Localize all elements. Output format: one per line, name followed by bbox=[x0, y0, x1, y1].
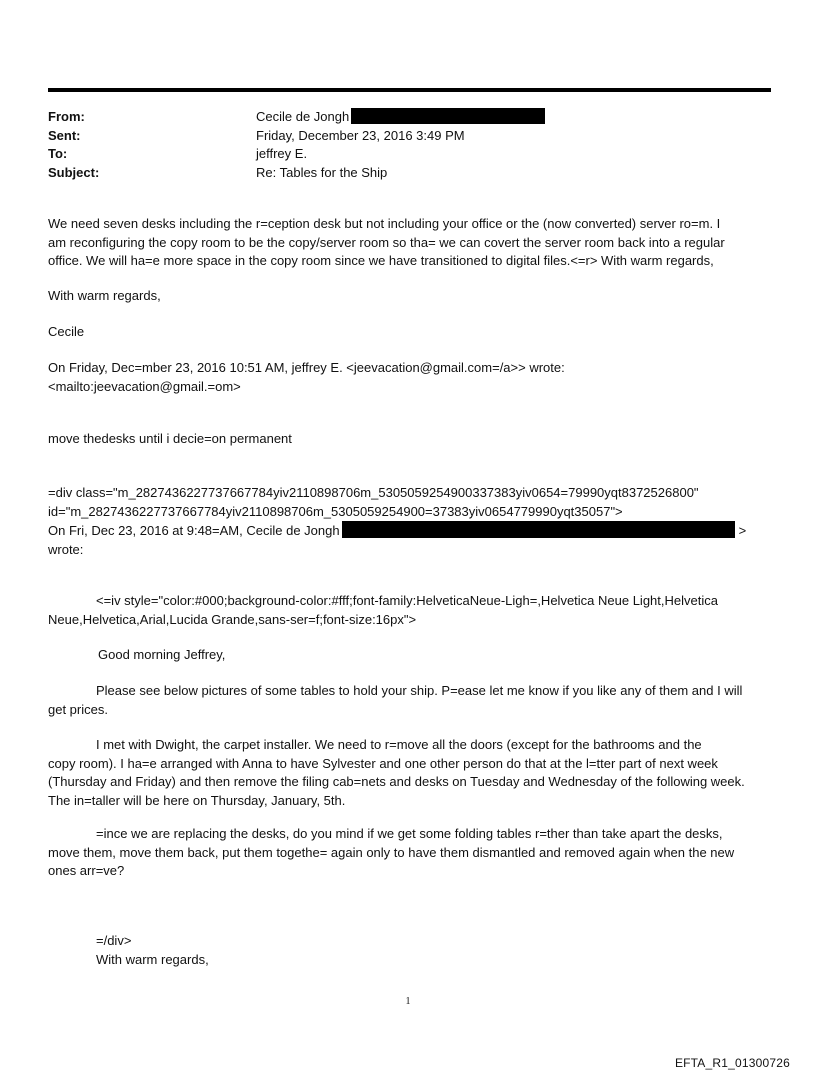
redaction-box bbox=[342, 521, 735, 538]
text-line: ones arr=ve? bbox=[48, 863, 125, 878]
div-markup bbox=[48, 484, 774, 559]
text-line: wrote: bbox=[48, 541, 84, 557]
header-rule bbox=[48, 88, 771, 92]
subject-value: Re: Tables for the Ship bbox=[256, 164, 388, 180]
text-line: On Friday, Dec=mber 23, 2016 10:51 AM, jeffrey E. <jeevacation@gmail.com=/a>> wrote: bbox=[48, 360, 565, 375]
sent-value: Friday, December 23, 2016 3:49 PM bbox=[256, 127, 465, 143]
text-line: With warm regards, bbox=[96, 951, 209, 967]
quote-header-2-text: On Fri, Dec 23, 2016 at 9:48=AM, Cecile de Jongh bbox=[48, 523, 340, 538]
sent-row bbox=[48, 127, 771, 146]
bates-number: EFTA_R1_01300726 bbox=[674, 1056, 790, 1070]
text-line: I met with Dwight, the carpet installer. We need to r=move all the doors (except for the bathrooms and the bbox=[96, 737, 702, 752]
signature bbox=[48, 323, 774, 342]
quote-header-1 bbox=[48, 359, 774, 396]
closing-text: With warm regards, bbox=[48, 288, 161, 303]
text-line: move them, move them back, put them togethe= again only to have them dismantled and removed again when the new bbox=[48, 844, 735, 860]
text-line: <mailto:jeevacation@gmail.=om> bbox=[48, 378, 241, 394]
end-markup bbox=[96, 932, 816, 969]
text-line: =/div> bbox=[96, 933, 132, 948]
style-markup bbox=[48, 592, 774, 629]
text-line: office. We will ha=e more space in the copy room since we have transitioned to digital files.<=r> With warm regards, bbox=[48, 253, 714, 268]
text-line: get prices. bbox=[48, 701, 108, 717]
greeting-text: Good morning Jeffrey, bbox=[98, 647, 226, 662]
from-name: Cecile de Jongh bbox=[256, 109, 350, 124]
to-label: To: bbox=[48, 146, 68, 161]
text-line: move thedesks until i decie=on permanent bbox=[48, 431, 292, 446]
quote-body-1 bbox=[48, 430, 774, 449]
sent-label: Sent: bbox=[48, 127, 81, 143]
paragraph-tables bbox=[48, 825, 774, 881]
email-header bbox=[48, 108, 771, 182]
text-line: <=iv style="color:#000;background-color:#fff;font-family:HelveticaNeue-Ligh=,Helvetica Neue Light,Helvetica bbox=[96, 593, 718, 608]
from-row bbox=[48, 108, 771, 127]
text-line: am reconfiguring the copy room to be the copy/server room so tha= we can covert the server room back into a regular bbox=[48, 234, 725, 250]
text-line: The in=taller will be here on Thursday, January, 5th. bbox=[48, 792, 346, 808]
text-line: We need seven desks including the r=ception desk but not including your office or the (now converted) server ro=m. I bbox=[48, 216, 721, 231]
page-number: 1 bbox=[405, 996, 411, 1007]
to-row bbox=[48, 145, 771, 164]
from-label: From: bbox=[48, 109, 85, 124]
text-line: copy room). I ha=e arranged with Anna to have Sylvester and one other person do that at the l=tter part of next week bbox=[48, 755, 718, 771]
paragraph-pictures bbox=[48, 682, 774, 719]
greeting bbox=[98, 646, 816, 665]
text-line: id="m_2827436227737667784yiv2110898706m_5305059254900=37383yiv0654779990yqt35057"> bbox=[48, 503, 623, 519]
text-line: =ince we are replacing the desks, do you mind if we get some folding tables r=ther than take apart the desks, bbox=[96, 826, 723, 841]
from-value bbox=[256, 108, 545, 127]
signature-text: Cecile bbox=[48, 324, 85, 339]
text-line: (Thursday and Friday) and then remove the filing cab=nets and desks on Tuesday and Wednesday of the following week. bbox=[48, 774, 745, 789]
redaction-box bbox=[351, 108, 545, 124]
subject-label: Subject: bbox=[48, 164, 100, 180]
quote-header-2 bbox=[48, 521, 774, 541]
text-line: Please see below pictures of some tables to hold your ship. P=ease let me know if you like any of them and I will bbox=[96, 683, 743, 698]
quote-header-2-end: > bbox=[738, 523, 747, 538]
text-line: Neue,Helvetica,Arial,Lucida Grande,sans-ser=f;font-size:16px"> bbox=[48, 611, 417, 627]
closing bbox=[48, 287, 774, 306]
paragraph-desks bbox=[48, 215, 774, 271]
text-line: =div class="m_2827436227737667784yiv2110898706m_5305059254900337383yiv0654=79990yqt8372526800" bbox=[48, 485, 699, 500]
paragraph-carpet bbox=[48, 736, 774, 810]
to-value: jeffrey E. bbox=[256, 146, 308, 161]
subject-row bbox=[48, 164, 771, 183]
